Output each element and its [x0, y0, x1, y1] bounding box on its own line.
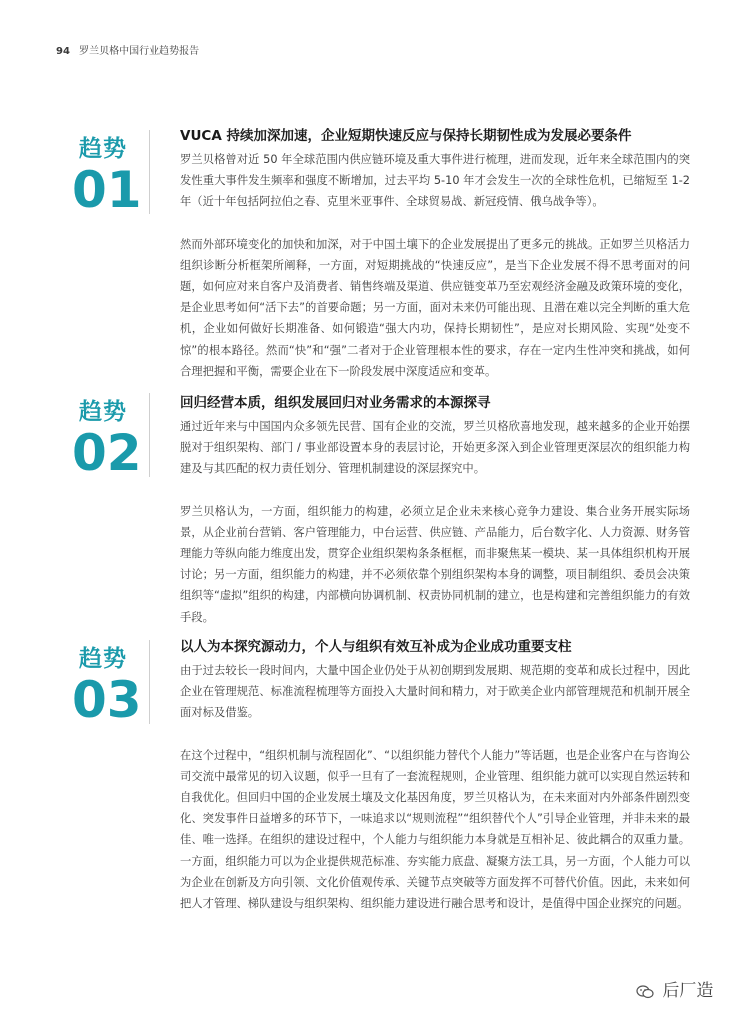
- trend-badge-2: [72, 393, 142, 482]
- watermark-text: 后厂造: [662, 981, 714, 1001]
- page-header: [56, 42, 199, 57]
- wechat-icon: [636, 984, 654, 998]
- trend-badge-label: 趋势: [79, 646, 127, 672]
- report-title: 罗兰贝格中国行业趋势报告: [79, 46, 200, 57]
- trend-badge-number: 01: [72, 161, 142, 219]
- watermark: [636, 976, 713, 1001]
- trend-badge-number: 03: [72, 671, 142, 729]
- trend-content-1: [180, 126, 690, 382]
- trend-paragraph: 在这个过程中，“组织机制与流程固化”、“以组织能力替代个人能力”等话题，也是企业客户在与咨询公司交流中最常见的切入议题，似乎一旦有了一套流程规则，企业管理、组织能力就可以实现自然运转和自我优化。但回归中国的企业发展土壤及文化基因角度，罗兰贝格认为，在未来面对内外部条件剧烈变化、突发事件日益增多的环节下，一味追求以“规则流程”“组织替代个人”引导企业管理，并非未来的最佳、唯一选择。在组织的建设过程中，个人能力与组织能力本身就是互相补足、彼此耦合的双重力量。一方面，组织能力可以为企业提供规范标准、夯实能力底盘、凝聚方法工具，另一方面，个人能力可以为企业在创新及方向引领、文化价值观传承、关键节点突破等方面发挥不可替代价值。因此，未来如何把人才管理、梯队建设与组织架构、组织能力建设进行融合思考和设计，是值得中国企业探究的问题。: [180, 748, 690, 911]
- trend-paragraph: 通过近年来与中国国内众多领先民营、国有企业的交流，罗兰贝格欣喜地发现，越来越多的企业开始摆脱对于组织架构、部门 / 事业部设置本身的表层讨论，开始更多深入到企业管理更深层次的组织能力构建及与其匹配的权力责任划分、管理机制建设的深层探究中。: [180, 420, 690, 476]
- trend-content-3: [180, 637, 690, 914]
- trend-badge-number: 02: [72, 424, 142, 482]
- trend-paragraph: 罗兰贝格曾对近 50 年全球范围内供应链环境及重大事件进行梳理，进而发现，近年来全球范围内的突发性重大事件发生频率和强度不断增加，过去平均 5-10 年才会发生一次的全球性危机，已缩短至 1-2 年（近十年包括阿拉伯之春、克里米亚事件、全球贸易战、新冠疫情、俄乌战争等）。: [180, 153, 690, 209]
- trend-paragraph: 然而外部环境变化的加快和加深，对于中国土壤下的企业发展提出了更多元的挑战。正如罗兰贝格活力组织诊断分析框架所阐释，一方面，对短期挑战的“快速反应”，是当下企业发展不得不思考面对的问题，如何应对来自客户及消费者、销售终端及渠道、供应链变革乃至宏观经济金融及政策环境的变化，是企业思考如何“活下去”的首要命题；另一方面，面对未来仍可能出现、且潜在难以完全判断的重大危机，企业如何做好长期准备、如何锻造“强大内功，保持长期韧性”，是应对长期风险、实现“处变不惊”的根本路径。然而“快”和“强”二者对于企业管理根本性的要求，存在一定内生性冲突和挑战，如何合理把握和平衡，需要企业在下一阶段发展中深度适应和变革。: [180, 237, 690, 378]
- trend-badge-label: 趋势: [79, 136, 127, 162]
- trend-title: 以人为本探究源动力，个人与组织有效互补成为企业成功重要支柱: [180, 639, 572, 655]
- trend-title: VUCA 持续加深加速，企业短期快速反应与保持长期韧性成为发展必要条件: [180, 128, 632, 144]
- trend-title: 回归经营本质，组织发展回归对业务需求的本源探寻: [180, 395, 491, 411]
- trend-paragraph: 罗兰贝格认为，一方面，组织能力的构建，必须立足企业未来核心竞争力建设、集合业务开展实际场景，从企业前台营销、客户管理能力，中台运营、供应链、产品能力，后台数字化、人力资源、财务管理能力等纵向能力维度出发，贯穿企业组织架构条条框框，而非聚焦某一模块、某一具体组织机构开展讨论；另一方面，组织能力的构建，并不必须依靠个别组织架构本身的调整，项目制组织、委员会决策组织等“虚拟”组织的构建，内部横向协调机制、权责协同机制的建立，也是构建和完善组织能力的有效手段。: [180, 504, 690, 624]
- trend-content-2: [180, 393, 690, 628]
- trend-badge-3: [72, 640, 142, 729]
- trend-badge-label: 趋势: [79, 399, 127, 425]
- page-number: 94: [56, 46, 70, 57]
- trend-badge-1: [72, 130, 142, 219]
- trend-paragraph: 由于过去较长一段时间内，大量中国企业仍处于从初创期到发展期、规范期的变革和成长过程中，因此企业在管理规范、标准流程梳理等方面投入大量时间和精力，对于欧美企业内部管理规范和机制开展全面对标及借鉴。: [180, 664, 690, 720]
- section-divider: [149, 130, 150, 214]
- section-divider: [149, 393, 150, 477]
- section-divider: [149, 640, 150, 724]
